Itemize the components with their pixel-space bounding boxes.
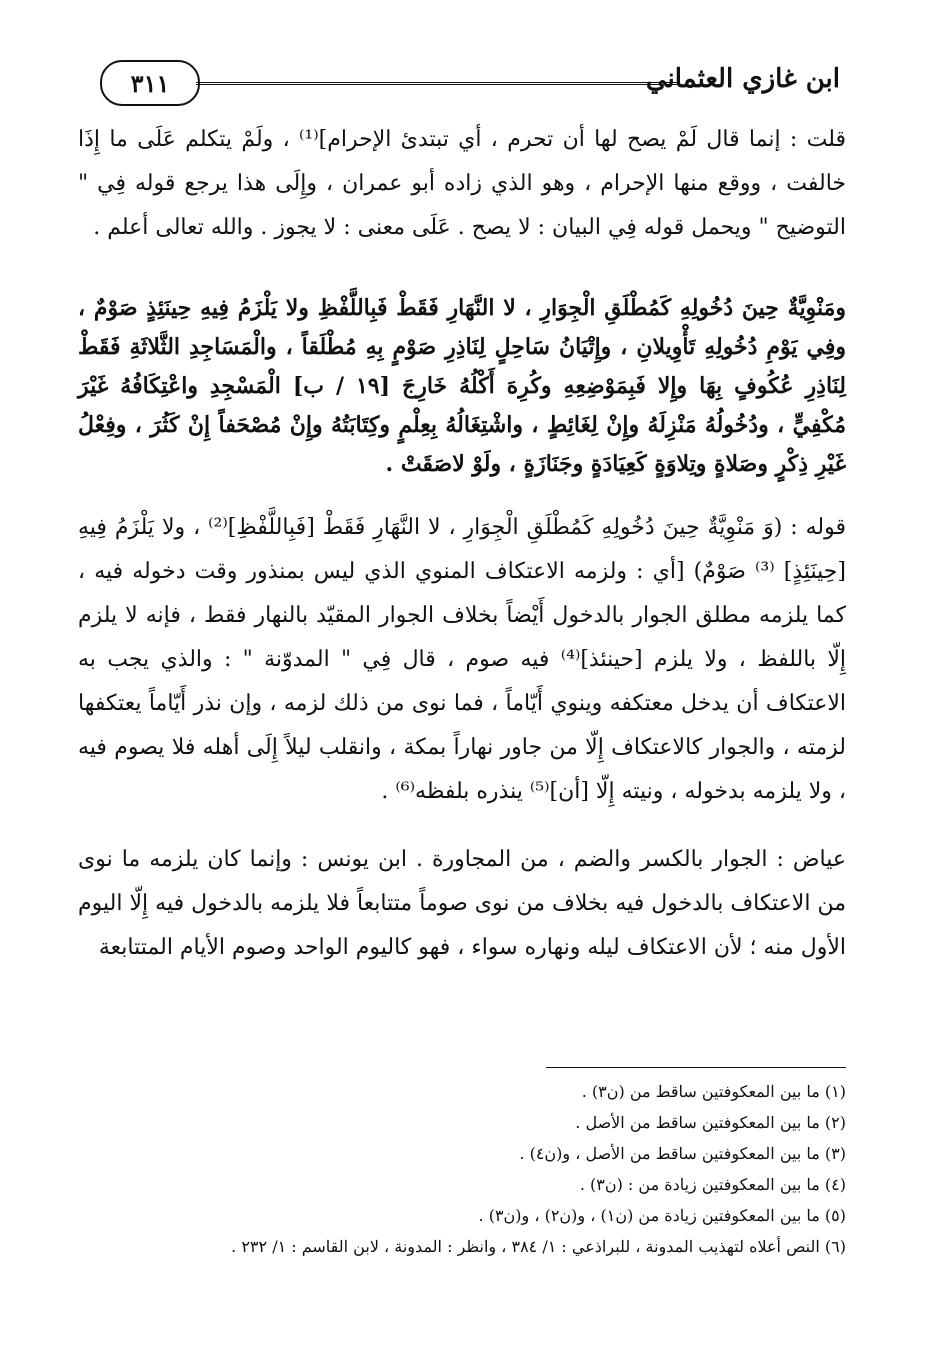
running-title: ابن غازي العثماني xyxy=(645,64,840,94)
footnotes xyxy=(78,1076,846,1262)
matn-text: ومَنْوِيَّةٌ حِينَ دُخُولِهِ كَمُطْلَقِ الْجِوَارِ ، لا النَّهَارِ فَقَطْ فَبِاللَّفْظِ ولا يَلْزَمُ فِيهِ حِينَئِذٍ صَوْمٌ ، وفِي يَوْمِ دُخُولِهِ تَأْوِيلانِ ، وإِتْيَانُ سَاحِلٍ لِنَاذِرِ صَوْمٍ بِهِ مُطْلَقاً ، والْمَسَاجِدِ الثَّلاثَةِ فَقَطْ لِنَاذِرِ عُكُوفٍ بِهَا وإِلا فَبِمَوْضِعِهِ وكُرِهَ أَكْلُهُ خَارِجَ [١٩ / ب] الْمَسْجِدِ واعْتِكَافُهُ غَيْرَ مُكْفِيٍّ ، ودُخُولُهُ مَنْزِلَهُ وإِنْ لِغَائِطٍ ، واشْتِغَالُهُ بِعِلْمٍ وكِتَابَتُهُ وإِنْ مُصْحَفاً إِنْ كَثُرَ ، وفِعْلُ غَيْرِ ذِكْرٍ وصَلاةٍ وتِلاوَةٍ كَعِيَادَةٍ وجَنَازَةٍ ، ولَوْ لاصَقَتْ . xyxy=(78,295,846,477)
footnote: (٢) ما بين المعكوفتين ساقط من الأصل . xyxy=(575,1113,846,1132)
footnote: (٦) النص أعلاه لتهذيب المدونة ، للبراذعي : ١/ ٣٨٤ ، وانظر : المدونة ، لابن القاسم : ١/ ٢٣٢ . xyxy=(231,1237,846,1256)
footnote: (٥) ما بين المعكوفتين زيادة من (ن١) ، و(ن٢) ، و(ن٣) . xyxy=(478,1206,846,1225)
page-number: ٣١١ xyxy=(100,60,200,106)
commentary-paragraph-3: عياض : الجوار بالكسر والضم ، من المجاورة . ابن يونس : وإنما كان يلزمه ما نوى من الاعتكاف بالدخول فيه بخلاف من نوى صوماً متتابعاً فلا يلزمه بالدخول فيه إِلّا اليوم الأول منه ؛ لأن الاعتكاف ليله ونهاره سواء ، فهو كاليوم الواحد وصوم الأيام المتتابعة xyxy=(78,847,846,960)
footnote: (١) ما بين المعكوفتين ساقط من (ن٣) . xyxy=(581,1082,846,1101)
footnote: (٤) ما بين المعكوفتين زيادة من : (ن٣) . xyxy=(579,1175,846,1194)
footnote-rule xyxy=(546,1067,846,1068)
commentary-paragraph-2: قوله : (وَ مَنْوِيَّةٌ حِينَ دُخُولِهِ كَمُطْلَقِ الْجِوَارِ ، لا النَّهَارِ فَقَطْ [فَبِاللَّفْظِ]⁽²⁾ ، ولا يَلْزَمُ فِيهِ [حِينَئِذٍ] ⁽³⁾ صَوْمٌ) [أي : ولزمه الاعتكاف المنوي الذي ليس بمنذور وقت دخوله فيه ، كما يلزمه مطلق الجوار بالدخول أَيْضاً بخلاف الجوار المقيّد بالنهار فقط ، فإنه لا يلزم إِلّا باللفظ ، ولا يلزم [حينئذ]⁽⁴⁾ فيه صوم ، قال فِي " المدوّنة " : والذي يجب به الاعتكاف أن يدخل معتكفه وينوي أَيّاماً ، فما نوى من ذلك لزمه ، وإن نذر أَيّاماً يعتكفها لزمته ، والجوار كالاعتكاف إِلّا من جاور نهاراً بمكة ، وانقلب ليلاً إِلَى أهله فلا يصوم فيه ، ولا يلزمه بدخوله ، ونيته إِلّا [أن]⁽⁵⁾ ينذره بلفظه⁽⁶⁾ . xyxy=(78,515,847,804)
footnote: (٣) ما بين المعكوفتين ساقط من الأصل ، و(ن٤) . xyxy=(519,1144,846,1163)
page-header xyxy=(100,58,840,108)
header-rule xyxy=(196,82,680,85)
commentary-paragraph-1: قلت : إنما قال لَمْ يصح لها أن تحرم ، أي تبتدئ الإحرام]⁽¹⁾ ، ولَمْ يتكلم عَلَى ما إِذَا خالفت ، ووقع منها الإحرام ، وهو الذي زاده أبو عمران ، وإِلَى هذا يرجع قوله فِي " التوضيح " ويحمل قوله فِي البيان : لا يصح . عَلَى معنى : لا يجوز . والله تعالى أعلم . xyxy=(78,127,846,240)
